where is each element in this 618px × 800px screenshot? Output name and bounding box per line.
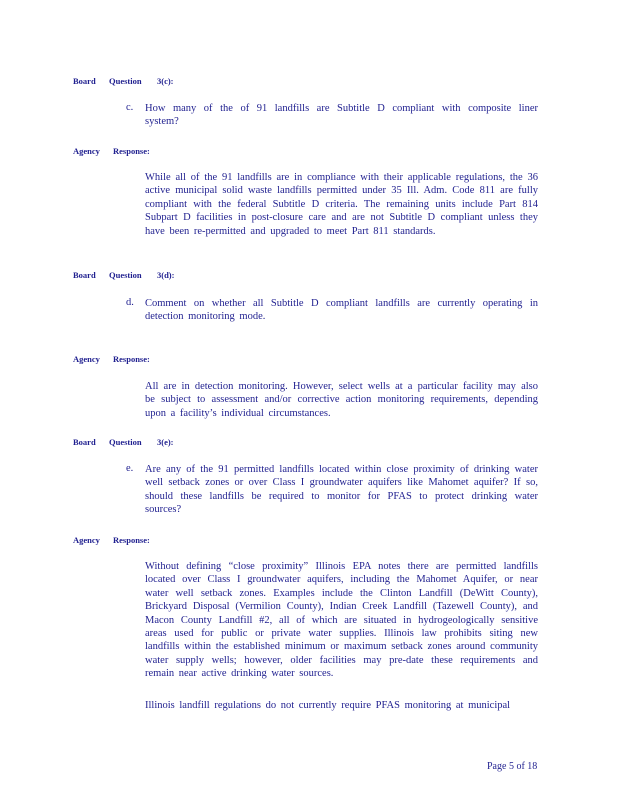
- question-number: 3(d):: [157, 270, 175, 280]
- response-text: While all of the 91 landfills are in compliance with their applicable regulations, the 36 active municipal solid waste landfills permitted under 35 Ill. Adm. Code 811 are fully compliant with the federal Subtitle D criteria. The remaining units include Part 814 Subpart D facilities in post-closure care and are not Subtitle D compliant unless they have been re-permitted and upgraded to meet Part 811 standards.: [145, 172, 538, 237]
- agency-response-label: [73, 535, 150, 545]
- board-word: Board: [73, 270, 96, 280]
- board-question-label: [73, 437, 174, 447]
- question-word: Question: [109, 437, 142, 447]
- board-word: Board: [73, 76, 96, 86]
- question-text: How many of the of 91 landfills are Subtitle D compliant with composite liner system?: [145, 103, 538, 128]
- agency-word: Agency: [73, 146, 100, 156]
- question-letter: d.: [126, 297, 134, 308]
- agency-word: Agency: [73, 354, 100, 364]
- question-number: 3(e):: [157, 437, 174, 447]
- response-word: Response:: [113, 354, 150, 364]
- agency-word: Agency: [73, 535, 100, 545]
- board-question-label: [73, 270, 175, 280]
- response-word: Response:: [113, 146, 150, 156]
- question-text: Comment on whether all Subtitle D compliant landfills are currently operating in detection monitoring mode.: [145, 298, 538, 323]
- question-text: Are any of the 91 permitted landfills located within close proximity of drinking water well setback zones or over Class I groundwater aquifers like Mahomet aquifer? If so, should these landfills be required to monitor for PFAS to protect drinking water sources?: [145, 464, 538, 516]
- response-word: Response:: [113, 535, 150, 545]
- agency-response-label: [73, 146, 150, 156]
- response-text: Illinois landfill regulations do not currently require PFAS monitoring at municipal: [145, 700, 511, 711]
- response-text: All are in detection monitoring. However, select wells at a particular facility may also be subject to assessment and/or corrective action monitoring requirements, depending upon a facility’s individual circumstances.: [145, 381, 538, 419]
- question-letter: e.: [126, 463, 134, 474]
- board-question-label: [73, 76, 174, 86]
- board-word: Board: [73, 437, 96, 447]
- response-text: Without defining “close proximity” Illinois EPA notes there are permitted landfills located over Class I groundwater aquifers, including the Mahomet Aquifer, or near water well setback zones. Examples include the Clinton Landfill (DeWitt County), Brickyard Disposal (Vermilion County), Indian Creek Landfill (Tazewell County), and Macon County Landfill #2, all of which are situated in hydrogeologically sensitive areas used for public or private water supplies. Illinois law prohibits siting new landfills within the established minimum or maximum setback zones around community water supply wells; however, older facilities may pre-date these requirements and remain near active drinking water sources.: [145, 561, 538, 680]
- page-number: Page 5 of 18: [487, 761, 538, 772]
- agency-response-label: [73, 354, 150, 364]
- question-word: Question: [109, 270, 142, 280]
- question-number: 3(c):: [157, 76, 174, 86]
- question-word: Question: [109, 76, 142, 86]
- question-letter: c.: [126, 102, 134, 113]
